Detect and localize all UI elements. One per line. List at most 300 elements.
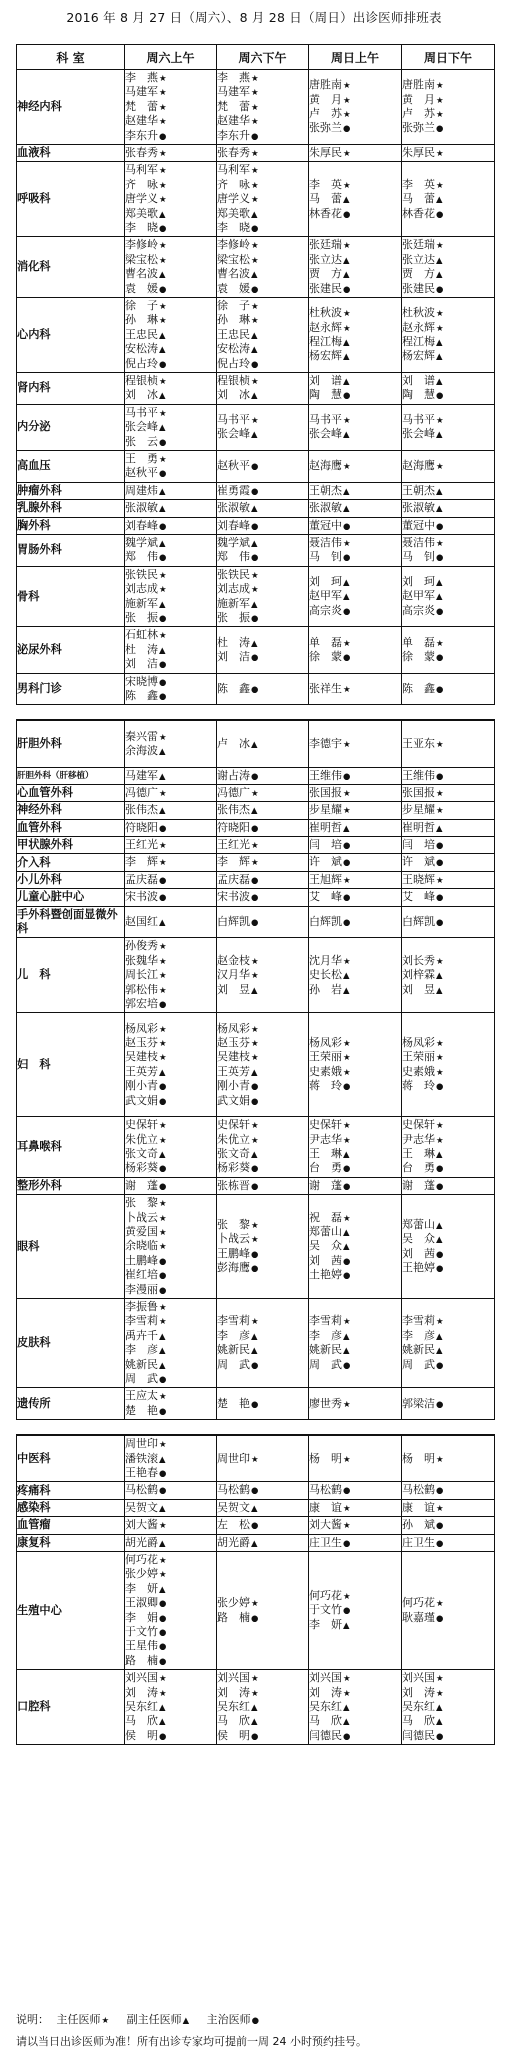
doctor-entry [217,737,308,751]
circle-icon: ● [251,1613,259,1624]
schedule-cell [402,372,495,404]
doctor-name: 张文奇 [217,1147,250,1161]
doctor-name: 宋晓博 [125,674,158,688]
doctor-entry [125,1118,216,1132]
doctor-entry [309,321,401,335]
circle-icon: ● [343,209,351,220]
doctor-name: 崔明哲 [309,820,342,834]
circle-icon: ● [159,823,167,834]
doctor-entry [125,1437,216,1451]
circle-icon: ● [343,1606,351,1617]
doctor-entry [125,435,216,449]
doctor-entry [125,178,216,192]
doctor-name: 刘 谱 [402,373,435,387]
doctor-entry [309,1329,401,1343]
doctor-entry [309,890,401,904]
schedule-cell [125,1117,217,1178]
doctor-name: 张铁民 [125,567,158,581]
circle-icon: ● [251,553,259,564]
star-icon: ★ [159,255,167,266]
doctor-name: 史保轩 [125,1118,158,1132]
schedule-cell [125,673,217,705]
doctor-entry [217,1700,308,1714]
doctor-name: 马书平 [217,412,250,426]
star-icon: ★ [101,2016,110,2026]
doctor-name: 张淑敏 [402,501,435,515]
doctor-name: 杨彩葵 [125,1161,158,1175]
star-icon: ★ [343,684,351,695]
doctor-entry [125,855,216,869]
doctor-name: 张栋晋 [217,1178,250,1192]
doctor-name: 马 钊 [402,550,435,564]
doctor-entry [125,1179,216,1193]
triangle-icon: ▲ [159,270,166,281]
doctor-entry [309,1036,401,1050]
doctor-entry [309,1225,401,1239]
star-icon: ★ [343,1053,351,1064]
doctor-entry [125,1036,216,1050]
dept-name: 甲状腺外科 [17,837,125,854]
doctor-name: 李修岭 [125,238,158,252]
star-icon: ★ [159,316,167,327]
star-icon: ★ [436,956,444,967]
legend-item-attending [207,2013,259,2026]
schedule-cell [125,1435,217,1482]
doctor-entry [217,282,308,296]
schedule-cell [309,767,402,784]
triangle-icon: ▲ [343,592,350,603]
triangle-icon: ▲ [159,1346,166,1357]
schedule-cell [125,517,217,534]
doctor-name: 康 谊 [402,1500,435,1514]
triangle-icon: ▲ [343,1620,350,1631]
doctor-entry [125,1196,216,1210]
doctor-entry [402,915,494,929]
doctor-entry [309,78,401,92]
star-icon: ★ [251,1135,259,1146]
doctor-entry [125,1536,216,1550]
dept-row [17,1534,495,1551]
circle-icon: ● [251,1181,259,1192]
doctor-name: 程银桢 [217,373,250,387]
dept-name: 妇 科 [17,1013,125,1117]
star-icon: ★ [159,1440,167,1451]
dept-row [17,1499,495,1516]
star-icon: ★ [159,1688,167,1699]
schedule-cell [125,70,217,145]
doctor-name: 史长松 [309,968,342,982]
star-icon: ★ [343,538,351,549]
doctor-name: 杨凤彩 [402,1036,435,1050]
dept-name: 神经外科 [17,802,125,819]
dept-name: 疼痛科 [17,1482,125,1499]
doctor-entry [217,682,308,696]
doctor-name: 李德宇 [309,736,342,750]
doctor-name: 石虹林 [125,628,158,642]
doctor-name: 李雪莉 [125,1314,158,1328]
schedule-cell [309,500,402,517]
dept-row [17,767,495,784]
doctor-name: 齐 咏 [217,177,250,191]
doctor-entry [402,1483,494,1497]
circle-icon: ● [251,893,259,904]
doctor-entry [217,1036,308,1050]
doctor-entry [309,1671,401,1685]
dept-name: 心内科 [17,297,125,372]
doctor-entry [402,1161,494,1175]
doctor-name: 孙 琳 [217,313,250,327]
doctor-name: 张 云 [125,434,158,448]
doctor-entry [402,821,494,835]
doctor-entry [217,1329,308,1343]
doctor-entry [125,71,216,85]
legend-item-chief [57,2013,110,2026]
doctor-entry [217,1483,308,1497]
doctor-name: 许 斌 [402,855,435,869]
doctor-name: 王忠民 [217,327,250,341]
doctor-name: 台 勇 [309,1161,342,1175]
doctor-entry [125,221,216,235]
doctor-name: 王朝杰 [402,483,435,497]
circle-icon: ● [343,284,351,295]
doctor-name: 白辉凯 [402,914,435,928]
dept-row [17,802,495,819]
doctor-name: 程江梅 [309,334,342,348]
doctor-entry [402,93,494,107]
doctor-name: 杨宏辉 [309,349,342,363]
doctor-entry [402,484,494,498]
dept-row [17,237,495,298]
doctor-entry [125,1254,216,1268]
doctor-name: 胡光爵 [217,1535,250,1549]
doctor-name: 谢 蓬 [402,1178,435,1192]
doctor-name: 武文娟 [217,1093,250,1107]
star-icon: ★ [343,788,351,799]
doctor-entry [217,71,308,85]
triangle-icon: ▲ [436,430,443,441]
section-gap-cell [17,705,495,721]
triangle-icon: ▲ [159,1702,166,1713]
doctor-name: 冯德广 [125,785,158,799]
doctor-name: 孙 岩 [309,982,342,996]
triangle-icon: ▲ [159,1067,166,1078]
schedule-cell [125,627,217,673]
circle-icon: ● [159,875,167,886]
triangle-icon: ▲ [436,1702,443,1713]
doctor-name: 程江梅 [402,334,435,348]
schedule-cell [402,534,495,566]
doctor-entry [217,915,308,929]
doctor-name: 李 妍 [125,1581,158,1595]
star-icon: ★ [343,1121,351,1132]
doctor-entry [125,1133,216,1147]
doctor-entry [125,114,216,128]
doctor-entry [402,1247,494,1261]
doctor-name: 卢 冰 [217,736,250,750]
doctor-entry [309,1483,401,1497]
doctor-name: 王红光 [125,838,158,852]
doctor-entry [309,306,401,320]
doctor-entry [125,342,216,356]
doctor-entry [309,374,401,388]
doctor-entry [309,253,401,267]
legend-title: 副主任医师 [126,2013,182,2026]
doctor-entry [402,650,494,664]
doctor-entry [125,1686,216,1700]
dept-row [17,1195,495,1299]
circle-icon: ● [343,1731,351,1742]
doctor-name: 胡光爵 [125,1535,158,1549]
doctor-entry [309,238,401,252]
triangle-icon: ▲ [251,1346,258,1357]
schedule-cell [217,1117,309,1178]
doctor-entry [309,484,401,498]
doctor-entry [217,582,308,596]
doctor-name: 杜秋波 [402,306,435,320]
doctor-name: 徐 子 [217,299,250,312]
doctor-entry [125,689,216,703]
circle-icon: ● [251,1731,259,1742]
doctor-name: 李 辉 [125,855,158,869]
doctor-entry [125,1239,216,1253]
doctor-entry [217,267,308,281]
doctor-name: 于文竹 [125,1624,158,1638]
circle-icon: ● [251,1521,259,1532]
dept-name: 生殖中心 [17,1551,125,1669]
doctor-entry [402,282,494,296]
dept-name: 口腔科 [17,1670,125,1745]
doctor-entry [125,675,216,689]
dept-row [17,1013,495,1117]
circle-icon: ● [436,1399,444,1410]
schedule-cell [402,767,495,784]
triangle-icon: ▲ [251,538,258,549]
doctor-name: 杜秋波 [309,306,342,320]
doctor-name: 李东升 [217,128,250,142]
star-icon: ★ [436,1454,444,1465]
triangle-icon: ▲ [159,1503,166,1514]
star-icon: ★ [343,739,351,750]
triangle-icon: ▲ [436,504,443,515]
doctor-name: 赵永辉 [402,320,435,334]
doctor-name: 刘 涛 [402,1685,435,1699]
triangle-icon: ▲ [343,1242,350,1253]
doctor-entry [125,1300,216,1314]
doctor-entry [125,299,216,313]
doctor-entry [125,939,216,953]
doctor-name: 廖世秀 [309,1396,342,1410]
triangle-icon: ▲ [436,270,443,281]
doctor-entry [125,267,216,281]
schedule-cell [217,162,309,237]
schedule-cell [217,627,309,673]
doctor-name: 曹名波 [217,267,250,281]
star-icon: ★ [343,1213,351,1224]
doctor-entry [217,1671,308,1685]
doctor-name: 陶 慧 [402,388,435,402]
star-icon: ★ [159,1121,167,1132]
dept-row [17,1299,495,1388]
star-icon: ★ [436,1039,444,1050]
doctor-entry [309,855,401,869]
doctor-entry [402,636,494,650]
doctor-entry [125,1079,216,1093]
doctor-entry [125,803,216,817]
doctor-entry [217,388,308,402]
schedule-cell [125,450,217,482]
circle-icon: ● [436,391,444,402]
schedule-cell [125,938,217,1013]
doctor-entry [125,550,216,564]
schedule-cell [402,906,495,938]
star-icon: ★ [343,1591,351,1602]
doctor-entry [125,1596,216,1610]
schedule-cell [217,517,309,534]
circle-icon: ● [343,391,351,402]
doctor-entry [309,1518,401,1532]
doctor-name: 蒋 玲 [402,1079,435,1093]
star-icon: ★ [159,1317,167,1328]
schedule-cell [309,450,402,482]
circle-icon: ● [251,359,259,370]
doctor-name: 单 磊 [402,635,435,649]
doctor-name: 姚新民 [309,1343,342,1357]
doctor-name: 孙俊秀 [125,939,158,953]
doctor-entry [402,1518,494,1532]
schedule-cell [217,1195,309,1299]
star-icon: ★ [436,1121,444,1132]
doctor-entry [217,1686,308,1700]
schedule-cell [309,70,402,145]
doctor-entry [217,1247,308,1261]
doctor-name: 吴 众 [402,1232,435,1246]
doctor-entry [309,1589,401,1603]
doctor-entry [309,575,401,589]
doctor-name: 李振鲁 [125,1300,158,1314]
triangle-icon: ▲ [343,337,350,348]
circle-icon: ● [436,771,444,782]
doctor-entry [217,1596,308,1610]
doctor-name: 周 武 [309,1357,342,1371]
legend-title: 主任医师 [56,2013,101,2026]
dept-name: 遗传所 [17,1388,125,1420]
circle-icon: ● [251,1096,259,1107]
star-icon: ★ [159,180,167,191]
dept-row [17,162,495,237]
circle-icon: ● [159,521,167,532]
dept-name: 整形外科 [17,1177,125,1194]
doctor-name: 卜战云 [125,1210,158,1224]
doctor-name: 马书平 [402,412,435,426]
doctor-entry [217,568,308,582]
doctor-name: 王英芳 [217,1064,250,1078]
doctor-entry [309,650,401,664]
triangle-icon: ▲ [343,430,350,441]
schedule-table [16,44,495,1745]
doctor-name: 孙 琳 [125,313,158,327]
triangle-icon: ▲ [343,1346,350,1357]
circle-icon: ● [343,1271,351,1282]
star-icon: ★ [343,1521,351,1532]
doctor-name: 梁宝松 [217,252,250,266]
schedule-cell [125,720,217,767]
doctor-name: 杜 涛 [217,635,250,649]
schedule-cell [309,482,402,499]
doctor-name: 禹卉千 [125,1328,158,1342]
doctor-entry [309,192,401,206]
star-icon: ★ [343,1067,351,1078]
doctor-name: 王红光 [217,838,250,852]
doctor-entry [125,997,216,1011]
triangle-icon: ▲ [343,1150,350,1161]
star-icon: ★ [251,316,259,327]
circle-icon: ● [159,1256,167,1267]
doctor-entry [125,568,216,582]
doctor-name: 步星耀 [309,803,342,817]
doctor-name: 黄 月 [309,92,342,106]
doctor-entry [125,730,216,744]
section-gap [17,1420,495,1436]
dept-row [17,482,495,499]
doctor-name: 马松鹤 [402,1483,435,1497]
doctor-entry [402,1452,494,1466]
triangle-icon: ▲ [343,195,350,206]
doctor-name: 杨凤彩 [125,1021,158,1035]
doctor-entry [217,238,308,252]
doctor-name: 王鹏峰 [217,1246,250,1260]
schedule-cell [217,1177,309,1194]
doctor-name: 吴建枝 [125,1050,158,1064]
star-icon: ★ [159,408,167,419]
doctor-entry [125,406,216,420]
doctor-name: 李 燕 [217,71,250,85]
doctor-name: 张淑敏 [309,501,342,515]
legend-title: 主治医师 [206,2013,251,2026]
doctor-name: 李 彦 [217,1328,250,1342]
star-icon: ★ [251,241,259,252]
doctor-name: 刘春峰 [217,518,250,532]
doctor-entry [309,1343,401,1357]
doctor-name: 聂洁伟 [309,535,342,549]
star-icon: ★ [343,462,351,473]
doctor-entry [402,192,494,206]
schedule-cell [125,500,217,517]
circle-icon: ● [343,1256,351,1267]
doctor-entry [309,93,401,107]
doctor-entry [217,1536,308,1550]
doctor-name: 许 斌 [309,855,342,869]
dept-row [17,450,495,482]
doctor-entry [125,1065,216,1079]
doctor-name: 赵秋平 [125,466,158,480]
star-icon: ★ [343,415,351,426]
doctor-name: 张会峰 [217,427,250,441]
doctor-entry [402,1036,494,1050]
star-icon: ★ [159,74,167,85]
schedule-cell [402,237,495,298]
schedule-cell [402,854,495,871]
schedule-cell [125,1482,217,1499]
schedule-cell [309,720,402,767]
star-icon: ★ [251,585,259,596]
triangle-icon: ▲ [251,270,258,281]
doctor-name: 单 磊 [309,635,342,649]
triangle-icon: ▲ [436,1235,443,1246]
doctor-name: 符晓阳 [217,820,250,834]
triangle-icon: ▲ [251,599,258,610]
star-icon: ★ [159,841,167,852]
doctor-entry [402,1729,494,1743]
